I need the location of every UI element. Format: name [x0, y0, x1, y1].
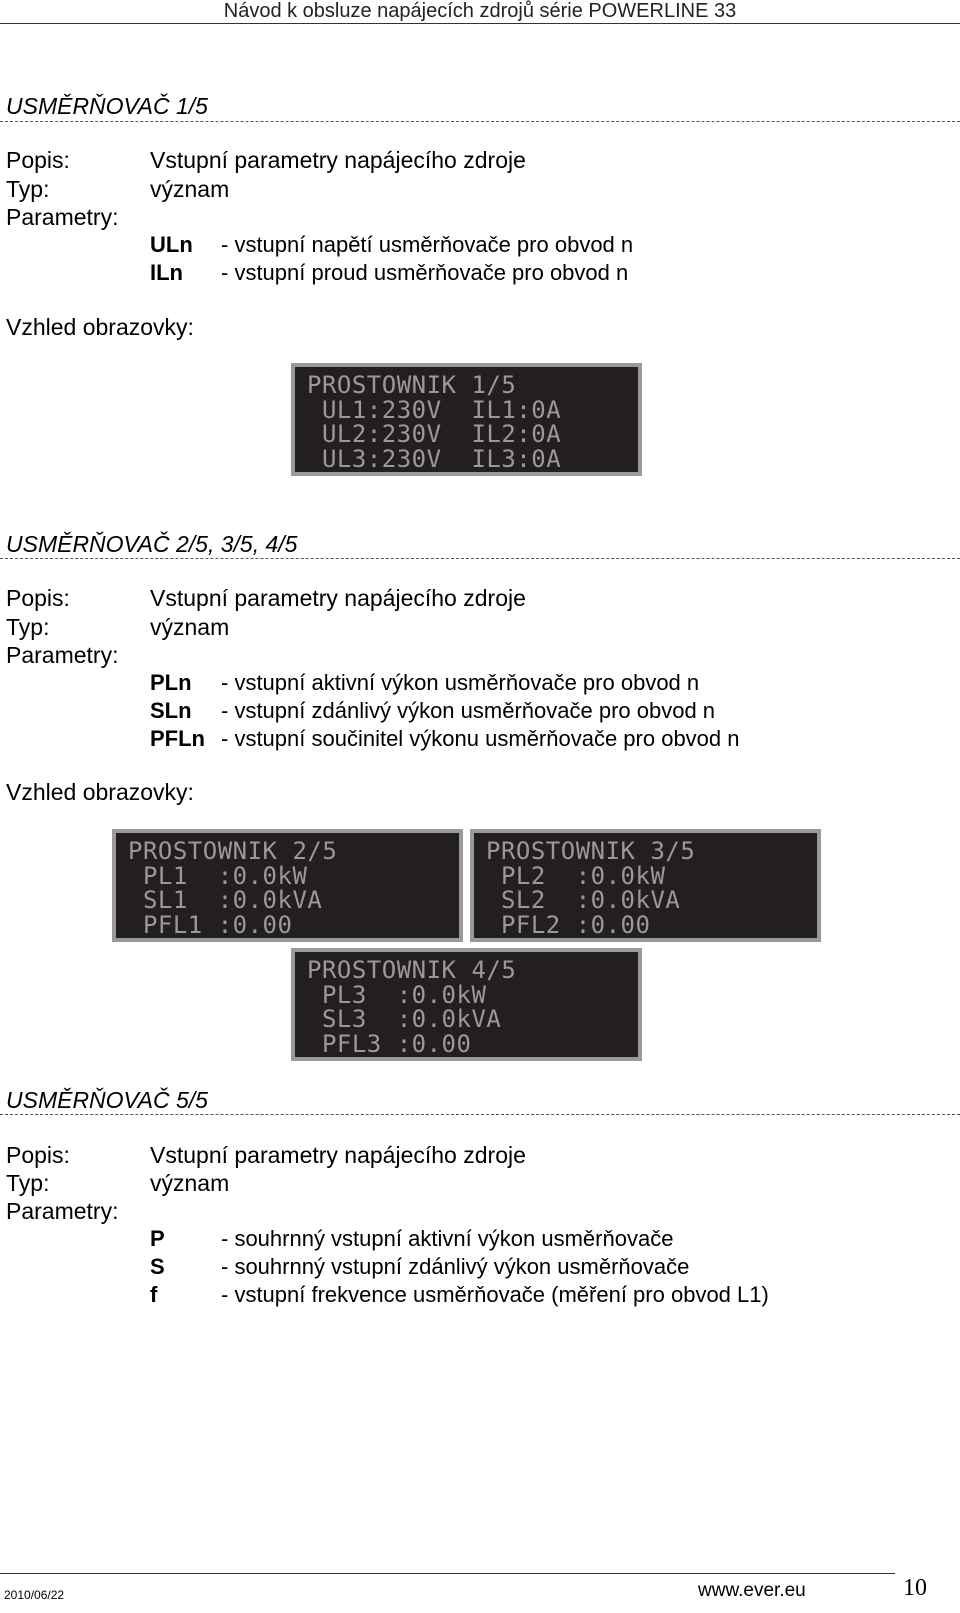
- param-code: ILn: [150, 260, 183, 285]
- param-desc: - vstupní aktivní výkon usměrňovače pro obvod n: [221, 670, 700, 695]
- typ-label: Typ:: [6, 1170, 50, 1196]
- param-code: P: [150, 1226, 165, 1251]
- parametry-label: Parametry:: [6, 1198, 119, 1224]
- lcd-line: SL2 :0.0kVA: [486, 886, 681, 914]
- lcd-line: PL2 :0.0kW: [486, 861, 666, 890]
- lcd-line: PFL2 :0.00: [486, 910, 651, 939]
- screen-label: Vzhled obrazovky:: [6, 314, 194, 340]
- lcd-screen-1-5: [291, 363, 642, 476]
- popis-label: Popis:: [6, 1142, 70, 1168]
- lcd-line: UL3:230V IL3:0A: [307, 444, 562, 473]
- popis-label: Popis:: [6, 147, 70, 173]
- param-desc: - vstupní zdánlivý výkon usměrňovače pro obvod n: [221, 698, 716, 723]
- lcd-line: PROSTOWNIK 1/5: [307, 371, 517, 399]
- lcd-screen-2-5: [112, 829, 463, 942]
- footer-divider: [0, 1573, 895, 1574]
- header-divider: [0, 23, 960, 24]
- typ-label: Typ:: [6, 176, 50, 202]
- lcd-screen-4-5: [291, 948, 642, 1061]
- lcd-line: PROSTOWNIK 4/5: [307, 956, 517, 984]
- param-desc: - vstupní proud usměrňovače pro obvod n: [221, 260, 629, 285]
- popis-label: Popis:: [6, 585, 70, 611]
- footer-date: 2010/06/22: [4, 1588, 65, 1602]
- typ-value: význam: [150, 614, 230, 640]
- param-code: SLn: [150, 698, 192, 723]
- parametry-label: Parametry:: [6, 204, 119, 230]
- popis-value: Vstupní parametry napájecího zdroje: [150, 1142, 526, 1168]
- section-title-2: USMĚRŇOVAČ 2/5, 3/5, 4/5: [6, 531, 298, 557]
- typ-value: význam: [150, 176, 230, 202]
- param-desc: - vstupní frekvence usměrňovače (měření pro obvod L1): [221, 1282, 769, 1307]
- param-code: f: [150, 1282, 158, 1307]
- lcd-line: PROSTOWNIK 3/5: [486, 837, 696, 865]
- section-divider-2: [0, 558, 960, 559]
- screen-label: Vzhled obrazovky:: [6, 779, 194, 805]
- lcd-screen-3-5: [470, 829, 821, 942]
- footer-url[interactable]: www.ever.eu: [698, 1580, 806, 1601]
- typ-label: Typ:: [6, 614, 50, 640]
- parametry-label: Parametry:: [6, 642, 119, 668]
- param-desc: - souhrnný vstupní aktivní výkon usměrňovače: [221, 1226, 674, 1251]
- section-divider-3: [0, 1114, 960, 1115]
- typ-value: význam: [150, 1170, 230, 1196]
- lcd-line: PFL1 :0.00: [128, 910, 293, 939]
- lcd-line: SL1 :0.0kVA: [128, 886, 323, 914]
- lcd-line: SL3 :0.0kVA: [307, 1005, 502, 1033]
- section-divider-1: [0, 121, 960, 122]
- lcd-line: PL1 :0.0kW: [128, 861, 308, 890]
- lcd-line: PROSTOWNIK 2/5: [128, 837, 338, 865]
- lcd-line: UL2:230V IL2:0A: [307, 420, 562, 448]
- param-desc: - vstupní součinitel výkonu usměrňovače pro obvod n: [221, 726, 740, 751]
- page-number: 10: [903, 1575, 927, 1601]
- param-desc: - vstupní napětí usměrňovače pro obvod n: [221, 232, 634, 257]
- popis-value: Vstupní parametry napájecího zdroje: [150, 585, 526, 611]
- param-code: ULn: [150, 232, 193, 257]
- param-desc: - souhrnný vstupní zdánlivý výkon usměrňovače: [221, 1254, 690, 1279]
- section-title-1: USMĚRŇOVAČ 1/5: [6, 93, 208, 119]
- section-title-3: USMĚRŇOVAČ 5/5: [6, 1087, 208, 1113]
- lcd-line: PFL3 :0.00: [307, 1029, 472, 1058]
- lcd-line: UL1:230V IL1:0A: [307, 395, 562, 424]
- param-code: PFLn: [150, 726, 205, 751]
- param-code: PLn: [150, 670, 192, 695]
- lcd-line: PL3 :0.0kW: [307, 980, 487, 1009]
- popis-value: Vstupní parametry napájecího zdroje: [150, 147, 526, 173]
- param-code: S: [150, 1254, 165, 1279]
- page-header-title: Návod k obsluze napájecích zdrojů série POWERLINE 33: [223, 0, 737, 22]
